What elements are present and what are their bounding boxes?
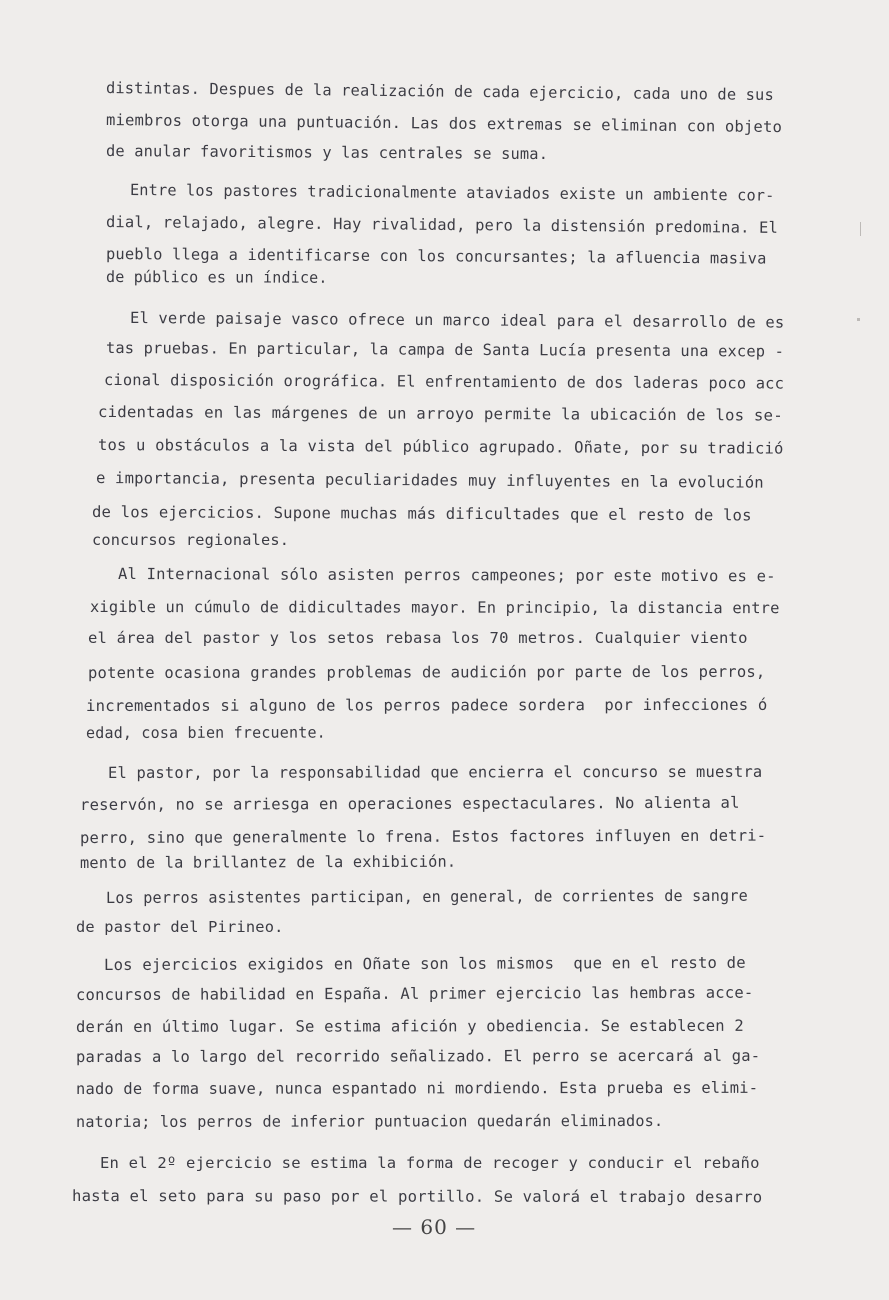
- margin-dot: [857, 318, 860, 321]
- text-line: natoria; los perros de inferior puntuacion quedarán eliminados.: [75, 1111, 664, 1131]
- text-line: tos u obstáculos a la vista del público agrupado. Oñate, por su tradició: [97, 436, 784, 458]
- text-line: El pastor, por la responsabilidad que encierra el concurso se muestra: [107, 762, 763, 782]
- text-line: miembros otorga una puntuación. Las dos extremas se eliminan con objeto: [105, 111, 783, 137]
- text-line: En el 2º ejercicio se estima la forma de recoger y conducir el rebaño: [100, 1154, 760, 1172]
- text-line: perro, sino que generalmente lo frena. Estos factores influyen en detri-: [79, 826, 767, 847]
- text-line: de pastor del Pirineo.: [76, 918, 284, 936]
- text-line: El verde paisaje vasco ofrece un marco ideal para el desarrollo de es: [129, 309, 785, 332]
- text-line: derán en último lugar. Se estima afición y obediencia. Se establecen 2: [75, 1016, 744, 1036]
- page-number: — 60 —: [392, 1215, 477, 1239]
- text-line: pueblo llega a identificarse con los concursantes; la afluencia masiva: [105, 245, 767, 268]
- text-line: potente ocasiona grandes problemas de audición por parte de los perros,: [87, 662, 766, 682]
- text-line: de público es un índice.: [105, 268, 328, 287]
- text-line: Entre los pastores tradicionalmente ataviados existe un ambiente cor-: [129, 181, 775, 205]
- text-line: cidentadas en las márgenes de un arroyo permite la ubicación de los se-: [97, 403, 783, 425]
- text-line: el área del pastor y los setos rebasa los 70 metros. Cualquier viento: [88, 629, 748, 647]
- text-line: dial, relajado, alegre. Hay rivalidad, pero la distensión predomina. El: [105, 213, 779, 237]
- text-line: paradas a lo largo del recorrido señalizado. El perro se acercará al ga-: [75, 1046, 761, 1066]
- text-line: de anular favoritismos y las centrales se suma.: [105, 142, 549, 164]
- text-line: nado de forma suave, nunca espantado ni mordiendo. Esta prueba es elimi-: [75, 1078, 759, 1098]
- text-line: Los ejercicios exigidos en Oñate son los mismos que en el resto de: [103, 953, 746, 974]
- text-line: e importancia, presenta peculiaridades muy influyentes en la evolución: [95, 469, 764, 492]
- text-line: Los perros asistentes participan, en general, de corrientes de sangre: [105, 886, 748, 907]
- margin-mark: [860, 222, 861, 236]
- text-line: concursos de habilidad en España. Al primer ejercicio las hembras acce-: [75, 983, 754, 1004]
- text-line: concursos regionales.: [92, 531, 290, 549]
- text-line: cional disposición orográfica. El enfrentamiento de dos laderas poco acc: [103, 371, 785, 393]
- text-line: incrementados si alguno de los perros padece sordera por infecciones ó: [85, 695, 768, 715]
- text-line: hasta el seto para su paso por el portillo. Se valorá el trabajo desarro: [71, 1187, 763, 1207]
- text-line: mento de la brillantez de la exhibición.: [79, 852, 457, 872]
- text-line: reservón, no se arriesga en operaciones espectaculares. No alienta al: [79, 793, 740, 814]
- text-line: de los ejercicios. Supone muchas más dificultades que el resto de los: [91, 503, 752, 525]
- text-line: xigible un cúmulo de didicultades mayor. En principio, la distancia entre: [89, 598, 780, 618]
- text-line: Al Internacional sólo asisten perros campeones; por este motivo es e-: [117, 565, 776, 586]
- text-line: tas pruebas. En particular, la campa de Santa Lucía presenta una excep -: [105, 339, 785, 361]
- text-line: distintas. Despues de la realización de cada ejercicio, cada uno de sus: [105, 79, 775, 104]
- text-line: edad, cosa bien frecuente.: [85, 723, 326, 742]
